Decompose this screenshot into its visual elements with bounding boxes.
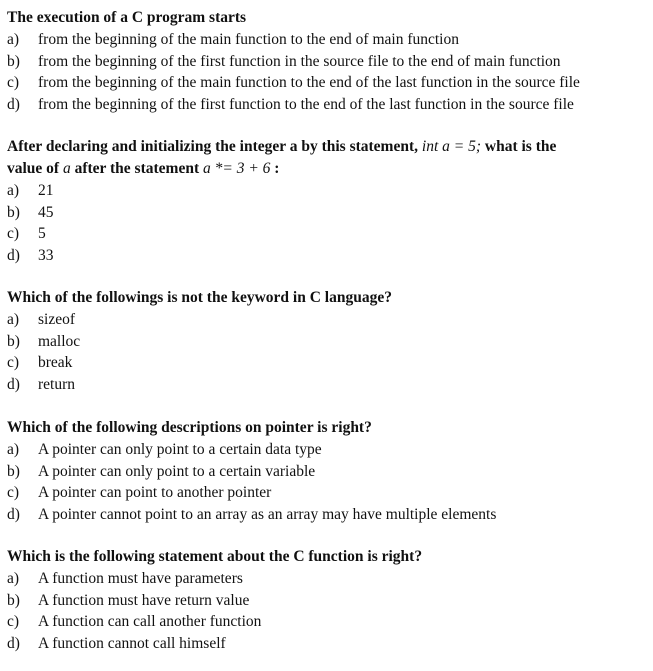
option-letter: b) [7, 462, 20, 480]
question-4 [7, 417, 647, 525]
option-letter: d) [7, 505, 20, 523]
option-letter: a) [7, 182, 20, 199]
option-letter: a) [7, 441, 20, 458]
option-text: A function can call another function [38, 613, 262, 630]
option-text: 21 [38, 182, 54, 199]
option-b [7, 202, 647, 224]
option-d [7, 504, 647, 526]
option-c [7, 482, 647, 504]
question-2 [7, 136, 647, 266]
option-a [7, 29, 647, 51]
option-letter: c) [7, 225, 20, 242]
option-text: from the beginning of the main function to the end of the last function in the source file [38, 74, 580, 91]
option-letter: d) [7, 375, 20, 393]
option-letter: d) [7, 246, 20, 264]
option-letter: a) [7, 570, 20, 587]
option-c [7, 72, 647, 94]
question-stem: Which is the following statement about the C function is right? [7, 548, 423, 565]
option-letter: b) [7, 332, 20, 350]
question-1 [7, 7, 647, 115]
option-text: A pointer can only point to a certain variable [38, 462, 316, 480]
option-text: A function must have return value [38, 591, 250, 609]
option-text: sizeof [38, 311, 76, 328]
option-a [7, 439, 647, 461]
option-c [7, 223, 647, 245]
option-letter: a) [7, 31, 20, 48]
question-stem: The execution of a C program starts [7, 9, 247, 26]
question-5 [7, 546, 647, 654]
option-letter: b) [7, 203, 20, 221]
option-a [7, 180, 647, 202]
option-letter: c) [7, 74, 20, 91]
option-b [7, 331, 647, 353]
stem-text: after the statement [74, 160, 200, 177]
option-letter: c) [7, 354, 20, 371]
option-d [7, 94, 647, 116]
option-text: A pointer can only point to a certain data type [38, 441, 322, 458]
option-c [7, 611, 647, 633]
option-a [7, 309, 647, 331]
option-letter: d) [7, 634, 20, 652]
option-letter: d) [7, 95, 20, 113]
option-text: A function cannot call himself [38, 634, 226, 652]
option-d [7, 633, 647, 655]
option-a [7, 568, 647, 590]
option-text: break [38, 354, 73, 371]
stem-code: int a = 5; [421, 138, 481, 155]
option-text: A function must have parameters [38, 570, 243, 587]
option-text: 45 [38, 203, 54, 221]
option-d [7, 245, 647, 267]
option-letter: c) [7, 484, 20, 501]
option-text: A pointer can point to another pointer [38, 484, 272, 501]
option-text: from the beginning of the main function to the end of main function [38, 31, 459, 48]
option-text: from the beginning of the first function in the source file to the end of main function [38, 52, 561, 70]
option-b [7, 51, 647, 73]
option-d [7, 374, 647, 396]
option-letter: b) [7, 52, 20, 70]
question-stem-line-2 [7, 158, 647, 180]
option-letter: c) [7, 613, 20, 630]
option-text: 33 [38, 246, 54, 264]
option-text: from the beginning of the first function to the end of the last function in the source file [38, 95, 574, 113]
stem-text: : [274, 160, 280, 177]
option-c [7, 352, 647, 374]
question-3 [7, 287, 647, 395]
stem-variable: a [62, 160, 71, 177]
stem-text: value of [7, 160, 60, 177]
option-b [7, 461, 647, 483]
option-text: 5 [38, 225, 46, 242]
question-stem: Which of the following descriptions on pointer is right? [7, 419, 372, 436]
stem-text: After declaring and initializing the integer a by this statement, [7, 138, 419, 155]
stem-code: a *= 3 + 6 [203, 160, 271, 177]
option-text: A pointer cannot point to an array as an array may have multiple elements [38, 505, 497, 523]
question-stem: Which of the followings is not the keyword in C language? [7, 289, 392, 306]
question-stem [7, 136, 647, 158]
option-letter: a) [7, 311, 20, 328]
option-text: malloc [38, 332, 81, 350]
option-b [7, 590, 647, 612]
option-text: return [38, 375, 76, 393]
stem-text: what is the [484, 138, 557, 155]
option-letter: b) [7, 591, 20, 609]
